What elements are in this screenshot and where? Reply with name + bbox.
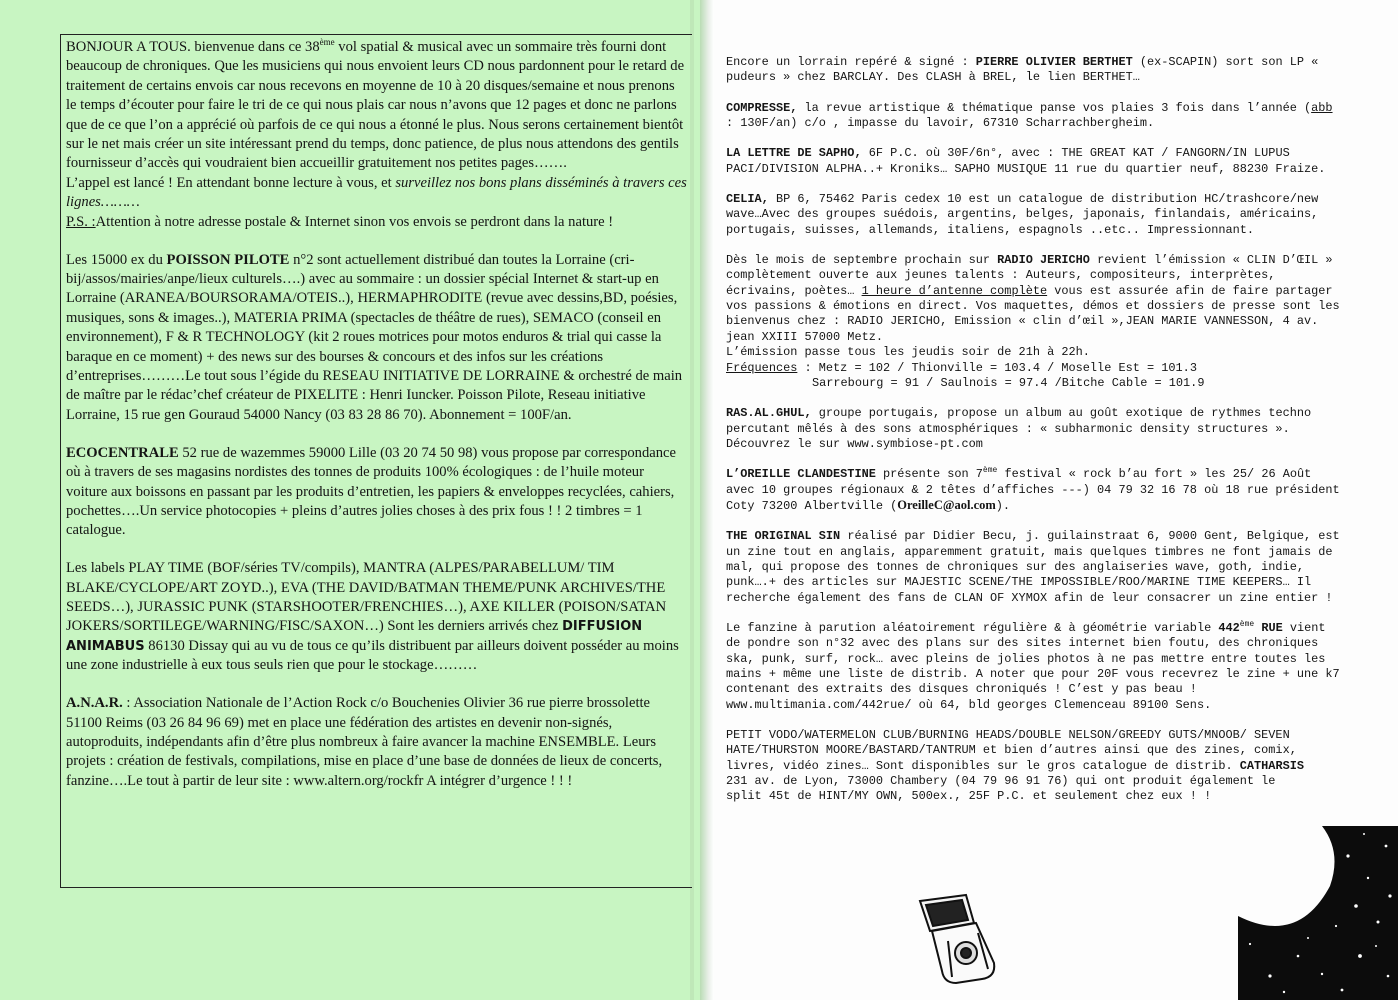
- anar-paragraph: A.N.A.R. : Association Nationale de l’Action Rock c/o Bouchenies Olivier 36 rue pierre brossolette 51100 Reims (03 26 84 96 69) met en place une fédération des artistes en devenir non-signés, autoproduits, indépendants afin d’être plus nombreux à faire avancer la machine ENSEMBLE. Leurs projets : création de festivals, compilations, mise en place d’une base de données de lieux de concerts, fanzine….Le tout à partir de leur site : www.altern.org/rockfr A intégrer d’urgence ! ! !: [66, 695, 663, 789]
- razor-illustration: [912, 893, 1008, 985]
- berthet-name: PIERRE OLIVIER BERTHET: [975, 55, 1133, 69]
- rasalghul-name: RAS.AL.GHUL,: [726, 406, 812, 421]
- celia-name: CELIA,: [726, 192, 769, 207]
- ecocentrale-paragraph: ECOCENTRALE 52 rue de wazemmes 59000 Lille (03 20 74 50 98) vous propose par correspondance où à travers de ses magasins nordistes des tonnes de produits 100% écologiques : de l’huile moteur voiture aux boissons en passant par les produits d’entretien, les papiers & enveloppes recyclées, cahiers, pochettes….Un service photocopies + pleins d’autres jolies choses à des prix fous ! ! 2 timbres = 1 catalogue.: [66, 444, 676, 539]
- intro-italic: surveillez nos bons plans disséminés à travers ces lignes………: [66, 174, 687, 211]
- left-column: [66, 38, 688, 810]
- ecocentrale-name: ECOCENTRALE: [66, 444, 179, 461]
- oreille-clandestine-name: L’OREILLE CLANDESTINE: [726, 467, 876, 482]
- diffusion-animabus-name: DIFFUSION ANIMABUS: [66, 619, 643, 654]
- compresse-name: COMPRESSE,: [726, 100, 798, 115]
- ps-label: P.S. :: [66, 213, 96, 230]
- starfield-illustration: [1238, 826, 1398, 1000]
- oreille-email: OreilleC@aol.com: [897, 497, 996, 512]
- original-sin-name: THE ORIGINAL SIN: [726, 529, 841, 544]
- poisson-pilote-paragraph: Les 15000 ex du POISSON PILOTE n°2 sont actuellement distribué dan toutes la Lorraine (cri-bij/assos/mairies/anpe/lieux culturels….) avec au sommaire : un dossier spécial Internet & start-up en Lorraine (ARANEA/BOURSORAMA/OTEIS..), HERMAPHRODITE (revue avec dessins,BD, poésies, musiques, sons & images..), MATERIA PRIMA (spectacles de théâtre de rues), SEMACO (conseil en environnement), F & R TECHNOLOGY (kit 2 roues motrices pour motos enduros & trial qui casse la baraque en ce moment) + des news sur des bourses & concours et des infos sur les créations d’entreprises………Le tout sous l’égide du RESEAU INITIATIVE DE LORRAINE & orchestré de main de maître par le rédac’chef créateur de PIXELITE : Henri Iuncker. Poisson Pilote, Reseau initiative Lorraine, 15 rue gen Gouraud 54000 Nancy (03 83 28 86 70). Abonnement = 100F/an.: [66, 251, 683, 423]
- radio-jericho-name: RADIO JERICHO: [997, 253, 1090, 268]
- right-column: [726, 55, 1346, 820]
- radio-jericho-paragraph: Dès le mois de septembre prochain sur RADIO JERICHO revient l’émission « CLIN D’ŒIL » complètement ouverte aux jeunes talents : Auteurs, compositeurs, interprètes, écrivains, poètes… 1 heure d’antenne complète vous est assurée afin de faire partager vos passions & émotions en direct. Vos maquettes, démos et dossiers de presse sont les bienvenus chez : RADIO JERICHO, Emission « clin d’œil »,JEAN MARIE VANNESSON, 4 av. jean XXIII 57000 Metz. L’émission passe tous les jeudis soir de 21h à 22h. Fréquences : Metz = 102 / Thionville = 103.4 / Moselle Est = 101.3 Sarrebourg = 91 / Saulnois = 97.4 /Bitche Cable = 101.9: [726, 253, 1340, 390]
- catharsis-name: CATHARSIS: [1239, 758, 1304, 773]
- anar-name: A.N.A.R.: [66, 695, 123, 712]
- poisson-pilote-name: POISSON PILOTE: [166, 251, 290, 268]
- compresse-paragraph: COMPRESSE, la revue artistique & thématique panse vos plaies 3 fois dans l’année (abb : 130F/an) c/o , impasse du lavoir, 67310 Scharrachbergheim.: [726, 100, 1333, 131]
- rasalghul-paragraph: RAS.AL.GHUL, groupe portugais, propose un album au goût exotique de rythmes techno percutant mêlés à des sons atmosphériques : « subharmonic density structures ». Découvrez le sur www.symbiose-pt.com: [726, 406, 1312, 451]
- berthet-paragraph: Encore un lorrain repéré & signé : PIERRE OLIVIER BERTHET (ex-SCAPIN) sort son LP « pudeurs » chez BARCLAY. Des CLASH à BREL, le lien BERTHET…: [726, 55, 1319, 85]
- intro-paragraph: BONJOUR A TOUS. bienvenue dans ce 38ème vol spatial & musical avec un sommaire très fourni dont beaucoup de chroniques. Que les musiciens qui nous envoient leurs CD nous pardonnent pour le retard de traitement de certains envois car nous recevons en moyenne de 10 à 20 disques/semaine et nous prenons le temps d’écouter pour faire le tri de ce qui nous plais car nous n’avons que 12 pages et donc ne parlons que de ce que l’on a apprécié où parfois de ce qui nous a étonné le plus. Nous serons certainement bientôt sur le net mais créer un site intéressant prend du temps, donc patience, de plus nous attendons des gentils fournisseur d’accès qui voudraient bien accueillir gratuitement nos petites pages……. L’appel est lancé ! En attendant bonne lecture à vous, et surveillez nos bons plans disséminés à travers ces lignes……… P.S. :Attention à notre adresse postale & Internet sinon vos envois se perdront dans la nature !: [66, 37, 687, 230]
- labels-paragraph: Les labels PLAY TIME (BOF/séries TV/compils), MANTRA (ALPES/PARABELLUM/ TIM BLAKE/CYCLOPE/ART ZOYD..), EVA (THE DAVID/BATMAN THEME/PUNK ARCHIVES/THE SEEDS…), JURASSIC PUNK (STARSHOOTER/FRENCHIES…), AXE KILLER (POISON/SATAN JOKERS/SORTILEGE/WARNING/FISC/SAXON…) Sont les derniers arrivés chez DIFFUSION ANIMABUS 86130 Dissay qui au vu de tous ce qu’ils distribuent par ailleurs doivent posséder au moins une zone industrielle à eux tous seuls rien que pour le stockage………: [66, 560, 679, 674]
- oreille-clandestine-paragraph: L’OREILLE CLANDESTINE présente son 7ème festival « rock b’au fort » les 25/ 26 Août avec 10 groupes régionaux & 2 têtes d’affiches ---) 04 79 32 16 78 où 18 rue président Coty 73200 Albertville (OreilleC@aol.com).: [726, 466, 1340, 513]
- celia-paragraph: CELIA, BP 6, 75462 Paris cedex 10 est un catalogue de distribution HC/trashcore/new wave…Avec des groupes suédois, argentins, belges, japonais, finlandais, américains, portugais, suisses, allemands, italiens, espagnols ..etc.. Impressionnant.: [726, 192, 1319, 237]
- rue-442-number: 442: [1218, 620, 1240, 635]
- frequences-label: Fréquences: [726, 360, 798, 375]
- page-fold: [700, 0, 714, 1000]
- rue-442-name: RUE: [1261, 620, 1283, 635]
- original-sin-paragraph: THE ORIGINAL SIN réalisé par Didier Becu, j. guilainstraat 6, 9000 Gent, Belgique, est un zine tout en anglais, apparemment gratuit, mais quelques timbres ne font jamais de mal, qui propose des tonnes de chroniques sur des anglaiseries wave, goth, indie, punk….+ des articles sur MAJESTIC SCENE/THE IMPOSSIBLE/ROO/MARINE TIME KEEPERS… Il recherche également des fans de CLAN OF XYMOX afin de leur consacrer un zine entier !: [726, 529, 1340, 605]
- sapho-name: LA LETTRE DE SAPHO,: [726, 146, 862, 161]
- sapho-paragraph: LA LETTRE DE SAPHO, 6F P.C. où 30F/6n°, avec : THE GREAT KAT / FANGORN/IN LUPUS PACI/DIVISION ALPHA..+ Kroniks… SAPHO MUSIQUE 11 rue du quartier neuf, 88230 Fraize.: [726, 146, 1326, 176]
- catharsis-paragraph: PETIT VODO/WATERMELON CLUB/BURNING HEADS/DOUBLE NELSON/GREEDY GUTS/MNOOB/ SEVEN HATE/THURSTON MOORE/BASTARD/TANTRUM et bien d’autres ainsi que des zines, comix, livres, vidéo zines… Sont disponibles sur le gros catalogue de distrib. CATHARSIS 231 av. de Lyon, 73000 Chambery (04 79 96 91 76) qui ont produit également le split 45t de HINT/MY OWN, 500ex., 25F P.C. et seulement chez eux ! !: [726, 728, 1304, 804]
- rue-442-paragraph: Le fanzine à parution aléatoirement régulière & à géométrie variable 442ème RUE vient de pondre son n°32 avec des plans sur des sites internet bien foutu, des chroniques ska, punk, surf, rock… avec pleins de jolies photos à ne pas mettre entre toutes les mains + même une liste de distrib. A noter que pour 20F vous recevrez le zine + une k7 contenant des extraits des disques chroniqués ! C’est y pas beau ! www.multimania.com/442rue/ où 64, bld georges Clemenceau 89100 Sens.: [726, 620, 1340, 712]
